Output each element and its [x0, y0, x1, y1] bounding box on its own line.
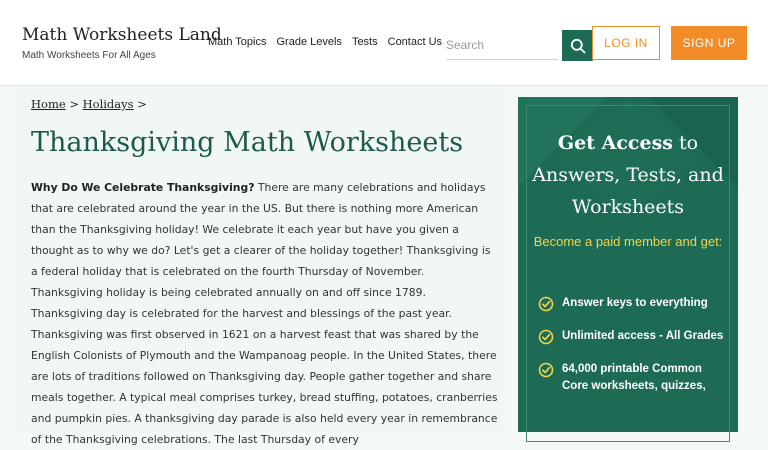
promo-subtitle: Become a paid member and get: [533, 234, 723, 249]
search-button[interactable] [562, 30, 593, 61]
nav-math-topics[interactable]: Math Topics [208, 36, 267, 48]
perk-text: Answer keys to everything [562, 297, 708, 309]
promo-title [518, 127, 738, 223]
check-circle-icon [538, 296, 554, 312]
article-lead: Why Do We Celebrate Thanksgiving? [31, 181, 255, 194]
logo-tagline: Math Worksheets For All Ages [22, 50, 156, 61]
breadcrumb-separator: > [137, 97, 147, 111]
breadcrumb-home[interactable]: Home [31, 97, 66, 111]
perk-item [538, 295, 728, 312]
nav-contact-us[interactable]: Contact Us [387, 36, 443, 48]
breadcrumb-separator: > [69, 97, 79, 111]
search-icon [570, 38, 586, 54]
main-content [16, 87, 506, 446]
perk-item [538, 328, 728, 345]
search-input[interactable] [446, 30, 558, 60]
check-circle-icon [538, 329, 554, 345]
perks-list [538, 295, 728, 411]
breadcrumb [31, 97, 147, 111]
promo-title-rest: to Answers, Tests, and Worksheets [532, 132, 724, 218]
logo-title[interactable]: Math Worksheets Land [22, 25, 222, 45]
check-circle-icon [538, 362, 554, 378]
membership-promo [518, 97, 738, 432]
nav-tests[interactable]: Tests [351, 36, 378, 48]
main-nav [208, 36, 442, 48]
article-text [31, 177, 498, 450]
breadcrumb-holidays[interactable]: Holidays [82, 97, 134, 111]
perk-text: 64,000 printable Common Core worksheets, quizzes, [562, 363, 706, 392]
article-body: There are many celebrations and holidays that are celebrated around the year in the US. But there is nothing more American than the Thanksgiving holiday! We celebrate it each year but have you given a thought as to why we do? Let's get a clearer of the holiday together! Thanksgiving is a federal holiday that is celebrated on the fourth Thursday of November. Thanksgiving holiday is being celebrated annually on and off since 1789. Thanksgiving day is celebrated for the harvest and blessings of the past year. Thanksgiving was first observed in 1621 on a harvest feast that was shared by the English Colonists of Plymouth and the Wampanoag people. In the United States, there are lots of traditions followed on Thanksgiving day. People gather together and share meals together. A typical meal comprises turkey, bread stuffing, potatoes, cranberries and pumpkin pies. A thanksgiving day parade is also held every year in remembrance of the Thanksgiving celebrations. The last Thursday of every [31, 181, 498, 446]
perk-item [538, 361, 728, 395]
site-logo[interactable] [22, 25, 222, 61]
signup-button[interactable]: SIGN UP [671, 26, 747, 60]
site-header [0, 0, 768, 86]
nav-grade-levels[interactable]: Grade Levels [276, 36, 342, 48]
perk-text: Unlimited access - All Grades [562, 330, 724, 342]
login-button[interactable]: LOG IN [592, 26, 660, 60]
promo-title-bold: Get Access [557, 132, 673, 154]
page-title: Thanksgiving Math Worksheets [31, 127, 464, 158]
